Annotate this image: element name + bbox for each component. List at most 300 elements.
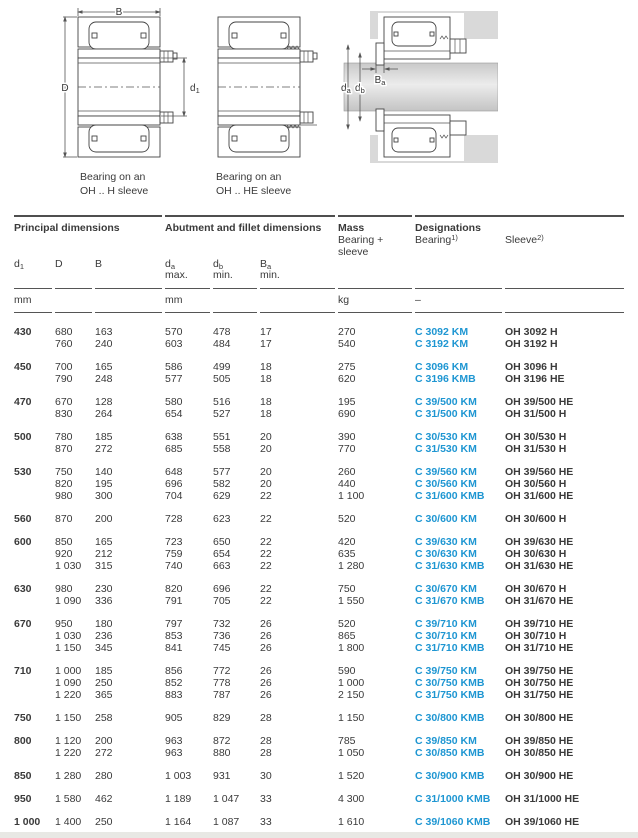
cell-D: 980 <box>55 490 73 502</box>
dimension-group <box>14 770 624 782</box>
cell-D: 1 580 <box>55 793 82 805</box>
dimension-group <box>14 466 624 502</box>
cell-d1 <box>14 595 52 607</box>
col-db: $d_b$ min. <box>213 259 233 281</box>
col-B: B <box>95 259 103 270</box>
cell-B: 195 <box>95 478 113 490</box>
sleeve-designation: OH 3096 H <box>505 361 558 373</box>
table-row <box>14 536 624 548</box>
cell-da-max: 883 <box>165 689 183 701</box>
table-row <box>14 630 624 642</box>
cell-da-max: 852 <box>165 677 183 689</box>
cell-d1: 850 <box>14 770 32 782</box>
cell-da-max: 1 189 <box>165 793 192 805</box>
table-row <box>14 431 624 443</box>
table-group-header <box>14 222 624 259</box>
cell-db-min: 745 <box>213 642 231 654</box>
cell-db-min: 505 <box>213 373 231 385</box>
sleeve-designation: OH 30/710 H <box>505 630 567 642</box>
sleeve-designation: OH 39/630 HE <box>505 536 574 548</box>
cell-B: 200 <box>95 735 113 747</box>
cell-B: 272 <box>95 443 113 455</box>
cell-db-min: 732 <box>213 618 231 630</box>
dimension-group <box>14 536 624 572</box>
bearing-designation-link[interactable]: C 30/710 KM <box>415 630 477 642</box>
cell-B: 258 <box>95 712 113 724</box>
cell-mass: 1 520 <box>338 770 365 782</box>
figure-mounted-arrangement <box>336 5 498 169</box>
bearing-designation-link[interactable]: C 30/670 KM <box>415 583 477 595</box>
bearing-designation-link[interactable]: C 3192 KM <box>415 338 469 350</box>
table-units-row <box>14 288 624 313</box>
cell-mass: 1 280 <box>338 560 365 572</box>
dim-label-db: $d_b$ <box>355 83 365 95</box>
cell-db-min: 787 <box>213 689 231 701</box>
cell-da-max: 1 164 <box>165 816 192 828</box>
bearing-designation-link[interactable]: C 31/500 KM <box>415 408 477 420</box>
dimension-group <box>14 793 624 805</box>
cell-db-min: 1 087 <box>213 816 240 828</box>
cell-D: 670 <box>55 396 73 408</box>
cell-Ba-min: 22 <box>260 583 272 595</box>
cell-B: 315 <box>95 560 113 572</box>
cell-Ba-min: 20 <box>260 431 272 443</box>
sleeve-designation: OH 30/600 H <box>505 513 567 525</box>
cell-d1: 430 <box>14 326 32 338</box>
sleeve-designation: OH 31/710 HE <box>505 642 574 654</box>
table-row <box>14 689 624 701</box>
sleeve-designation: OH 39/710 HE <box>505 618 574 630</box>
cell-D: 980 <box>55 583 73 595</box>
cell-B: 163 <box>95 326 113 338</box>
cell-da-max: 963 <box>165 747 183 759</box>
cell-B: 128 <box>95 396 113 408</box>
cell-mass: 1 150 <box>338 712 365 724</box>
cell-db-min: 736 <box>213 630 231 642</box>
page-footer-strip <box>0 832 638 838</box>
figure-bearing-oh-he-sleeve <box>203 5 321 169</box>
cell-mass: 770 <box>338 443 356 455</box>
bearing-designation-link[interactable]: C 39/630 KM <box>415 536 477 548</box>
table-row <box>14 338 624 350</box>
cell-Ba-min: 26 <box>260 665 272 677</box>
cell-B: 300 <box>95 490 113 502</box>
cell-d1: 560 <box>14 513 32 525</box>
cell-D: 1 000 <box>55 665 82 677</box>
cell-mass: 785 <box>338 735 356 747</box>
bearing-designation-link[interactable]: C 31/630 KMB <box>415 560 485 572</box>
cell-D: 950 <box>55 618 73 630</box>
cell-da-max: 1 003 <box>165 770 192 782</box>
cell-db-min: 577 <box>213 466 231 478</box>
cell-Ba-min: 22 <box>260 560 272 572</box>
cell-d1 <box>14 689 52 701</box>
cell-D: 1 090 <box>55 677 82 689</box>
cell-B: 264 <box>95 408 113 420</box>
cell-da-max: 963 <box>165 735 183 747</box>
cell-db-min: 623 <box>213 513 231 525</box>
dimension-group <box>14 396 624 420</box>
bearing-designation-link[interactable]: C 3096 KM <box>415 361 469 373</box>
sleeve-designation: OH 31/630 HE <box>505 560 574 572</box>
cell-db-min: 499 <box>213 361 231 373</box>
cell-d1: 670 <box>14 618 32 630</box>
bearing-designation-link[interactable]: C 39/560 KM <box>415 466 477 478</box>
header-designations-sleeve: Sleeve$^{2)}$ <box>505 233 544 246</box>
cell-mass: 390 <box>338 431 356 443</box>
cell-db-min: 484 <box>213 338 231 350</box>
table-row <box>14 642 624 654</box>
cell-mass: 540 <box>338 338 356 350</box>
cell-D: 870 <box>55 443 73 455</box>
cell-Ba-min: 33 <box>260 816 272 828</box>
table-row <box>14 548 624 560</box>
bearing-designation-link[interactable]: C 30/530 KM <box>415 431 477 443</box>
cell-db-min: 516 <box>213 396 231 408</box>
cell-D: 1 220 <box>55 689 82 701</box>
cell-d1 <box>14 408 52 420</box>
cell-Ba-min: 26 <box>260 689 272 701</box>
cell-B: 180 <box>95 618 113 630</box>
cell-D: 1 280 <box>55 770 82 782</box>
cell-d1: 450 <box>14 361 32 373</box>
cell-d1 <box>14 373 52 385</box>
cell-B: 140 <box>95 466 113 478</box>
cell-Ba-min: 18 <box>260 408 272 420</box>
cell-B: 280 <box>95 770 113 782</box>
cell-B: 200 <box>95 513 113 525</box>
cell-d1 <box>14 490 52 502</box>
cell-da-max: 586 <box>165 361 183 373</box>
cell-da-max: 570 <box>165 326 183 338</box>
bearing-designation-link[interactable]: C 30/800 KMB <box>415 712 485 724</box>
cell-da-max: 728 <box>165 513 183 525</box>
cell-B: 212 <box>95 548 113 560</box>
bearing-designation-link[interactable]: C 31/710 KMB <box>415 642 485 654</box>
cell-mass: 1 000 <box>338 677 365 689</box>
figures-region <box>0 0 638 214</box>
sleeve-designation: OH 31/600 HE <box>505 490 574 502</box>
table-row <box>14 490 624 502</box>
cell-B: 365 <box>95 689 113 701</box>
bearing-designation-link[interactable]: C 39/710 KM <box>415 618 477 630</box>
bearing-designation-link[interactable]: C 30/750 KMB <box>415 677 485 689</box>
table-row <box>14 735 624 747</box>
cell-Ba-min: 26 <box>260 618 272 630</box>
cell-da-max: 791 <box>165 595 183 607</box>
table-row <box>14 560 624 572</box>
sleeve-designation: OH 30/670 H <box>505 583 567 595</box>
cell-d1 <box>14 630 52 642</box>
cell-db-min: 663 <box>213 560 231 572</box>
cell-db-min: 551 <box>213 431 231 443</box>
cell-Ba-min: 22 <box>260 490 272 502</box>
dimension-group <box>14 361 624 385</box>
cell-B: 336 <box>95 595 113 607</box>
bearing-designation-link[interactable]: C 31/600 KMB <box>415 490 485 502</box>
cell-mass: 420 <box>338 536 356 548</box>
cell-Ba-min: 28 <box>260 735 272 747</box>
bearing-designation-link[interactable]: C 31/670 KMB <box>415 595 485 607</box>
sleeve-designation: OH 30/630 H <box>505 548 567 560</box>
cell-d1 <box>14 443 52 455</box>
cell-mass: 750 <box>338 583 356 595</box>
cell-D: 850 <box>55 536 73 548</box>
bearing-designation-link[interactable]: C 30/630 KM <box>415 548 477 560</box>
table-body <box>14 326 624 828</box>
dimension-group <box>14 665 624 701</box>
cell-mass: 270 <box>338 326 356 338</box>
cell-db-min: 629 <box>213 490 231 502</box>
table-row <box>14 712 624 724</box>
cell-d1: 1 000 <box>14 816 41 828</box>
dimension-group <box>14 712 624 724</box>
table-top-rule <box>14 215 624 217</box>
cell-db-min: 705 <box>213 595 231 607</box>
cell-da-max: 648 <box>165 466 183 478</box>
cell-mass: 865 <box>338 630 356 642</box>
cell-mass: 520 <box>338 618 356 630</box>
table-row <box>14 583 624 595</box>
cell-mass: 620 <box>338 373 356 385</box>
cell-da-max: 603 <box>165 338 183 350</box>
dimension-table <box>14 215 624 838</box>
bearing-designation-link[interactable]: C 31/530 KM <box>415 443 477 455</box>
cell-da-max: 654 <box>165 408 183 420</box>
dimension-group <box>14 583 624 607</box>
header-designations-bearing: Designations Bearing$^{1)}$ <box>415 222 481 246</box>
cell-Ba-min: 33 <box>260 793 272 805</box>
cell-Ba-min: 22 <box>260 536 272 548</box>
cell-d1 <box>14 478 52 490</box>
cell-Ba-min: 17 <box>260 338 272 350</box>
cell-da-max: 853 <box>165 630 183 642</box>
cell-Ba-min: 28 <box>260 747 272 759</box>
units-mass: kg <box>338 288 412 313</box>
sleeve-designation: OH 39/500 HE <box>505 396 574 408</box>
dimension-group <box>14 431 624 455</box>
sleeve-designation: OH 39/750 HE <box>505 665 574 677</box>
cell-d1: 710 <box>14 665 32 677</box>
col-d1: $d_1$ <box>14 259 25 270</box>
dim-label-D: D <box>61 83 69 94</box>
cell-da-max: 841 <box>165 642 183 654</box>
bearing-designation-link[interactable]: C 39/850 KM <box>415 735 477 747</box>
bearing-designation-link[interactable]: C 39/500 KM <box>415 396 477 408</box>
cell-D: 1 220 <box>55 747 82 759</box>
cell-B: 248 <box>95 373 113 385</box>
cell-D: 1 400 <box>55 816 82 828</box>
table-row <box>14 326 624 338</box>
bearing-designation-link[interactable]: C 3092 KM <box>415 326 469 338</box>
table-column-header <box>14 259 624 288</box>
cell-db-min: 778 <box>213 677 231 689</box>
cell-B: 250 <box>95 677 113 689</box>
cell-D: 1 150 <box>55 642 82 654</box>
sleeve-designation: OH 31/500 H <box>505 408 567 420</box>
cell-mass: 635 <box>338 548 356 560</box>
cell-d1: 800 <box>14 735 32 747</box>
table-row <box>14 408 624 420</box>
sleeve-designation: OH 30/850 HE <box>505 747 574 759</box>
cell-db-min: 872 <box>213 735 231 747</box>
cell-da-max: 696 <box>165 478 183 490</box>
cell-db-min: 527 <box>213 408 231 420</box>
cell-db-min: 829 <box>213 712 231 724</box>
cell-mass: 260 <box>338 466 356 478</box>
cell-B: 236 <box>95 630 113 642</box>
cell-B: 185 <box>95 431 113 443</box>
sleeve-designation: OH 31/670 HE <box>505 595 574 607</box>
cell-db-min: 772 <box>213 665 231 677</box>
cell-D: 1 090 <box>55 595 82 607</box>
sleeve-designation: OH 30/800 HE <box>505 712 574 724</box>
cell-mass: 440 <box>338 478 356 490</box>
table-row <box>14 677 624 689</box>
cell-Ba-min: 18 <box>260 396 272 408</box>
table-row <box>14 443 624 455</box>
table-row <box>14 747 624 759</box>
cell-B: 230 <box>95 583 113 595</box>
cell-B: 272 <box>95 747 113 759</box>
cell-D: 870 <box>55 513 73 525</box>
cell-da-max: 704 <box>165 490 183 502</box>
sleeve-designation: OH 3192 H <box>505 338 558 350</box>
cell-D: 1 120 <box>55 735 82 747</box>
cell-Ba-min: 26 <box>260 630 272 642</box>
cell-D: 1 030 <box>55 630 82 642</box>
dim-label-d1: $d_1$ <box>190 83 200 95</box>
cell-Ba-min: 26 <box>260 642 272 654</box>
cell-mass: 590 <box>338 665 356 677</box>
dimension-group <box>14 816 624 828</box>
units-principal: mm <box>14 288 52 313</box>
cell-mass: 275 <box>338 361 356 373</box>
cell-d1 <box>14 642 52 654</box>
cell-mass: 2 150 <box>338 689 365 701</box>
cell-mass: 4 300 <box>338 793 365 805</box>
table-row <box>14 618 624 630</box>
bearing-designation-link[interactable]: C 31/750 KMB <box>415 689 485 701</box>
cell-D: 780 <box>55 431 73 443</box>
cell-da-max: 685 <box>165 443 183 455</box>
cell-db-min: 478 <box>213 326 231 338</box>
dimension-group <box>14 513 624 525</box>
cell-D: 820 <box>55 478 73 490</box>
cell-d1: 530 <box>14 466 32 478</box>
table-row <box>14 361 624 373</box>
cell-db-min: 696 <box>213 583 231 595</box>
cell-da-max: 759 <box>165 548 183 560</box>
cell-db-min: 654 <box>213 548 231 560</box>
figure-bearing-oh-h-sleeve <box>56 5 206 169</box>
cell-Ba-min: 22 <box>260 548 272 560</box>
cell-da-max: 856 <box>165 665 183 677</box>
cell-Ba-min: 17 <box>260 326 272 338</box>
bearing-designation-link[interactable]: C 30/850 KMB <box>415 747 485 759</box>
table-row <box>14 595 624 607</box>
dimension-group <box>14 326 624 350</box>
cell-mass: 1 800 <box>338 642 365 654</box>
cell-B: 240 <box>95 338 113 350</box>
sleeve-designation: OH 30/750 HE <box>505 677 574 689</box>
sleeve-designation: OH 39/850 HE <box>505 735 574 747</box>
table-row <box>14 665 624 677</box>
cell-mass: 690 <box>338 408 356 420</box>
table-row <box>14 373 624 385</box>
cell-da-max: 820 <box>165 583 183 595</box>
cell-d1: 750 <box>14 712 32 724</box>
units-abutment: mm <box>165 288 210 313</box>
cell-B: 250 <box>95 816 113 828</box>
sleeve-designation: OH 3092 H <box>505 326 558 338</box>
header-mass: Mass Bearing + sleeve <box>338 222 384 258</box>
cell-d1 <box>14 677 52 689</box>
cell-da-max: 905 <box>165 712 183 724</box>
table-row <box>14 513 624 525</box>
cell-mass: 195 <box>338 396 356 408</box>
cell-d1 <box>14 338 52 350</box>
cell-d1: 600 <box>14 536 32 548</box>
cell-d1: 950 <box>14 793 32 805</box>
sleeve-designation: OH 30/900 HE <box>505 770 574 782</box>
bearing-designation-link[interactable]: C 30/900 KMB <box>415 770 485 782</box>
cell-mass: 1 050 <box>338 747 365 759</box>
sleeve-designation: OH 39/1060 HE <box>505 816 580 828</box>
cell-Ba-min: 18 <box>260 373 272 385</box>
bearing-designation-link[interactable]: C 39/750 KM <box>415 665 477 677</box>
cell-D: 1 150 <box>55 712 82 724</box>
cell-db-min: 650 <box>213 536 231 548</box>
bearing-designation-link[interactable]: C 3196 KMB <box>415 373 476 385</box>
sleeve-designation: OH 31/750 HE <box>505 689 574 701</box>
cell-D: 830 <box>55 408 73 420</box>
cell-D: 790 <box>55 373 73 385</box>
bearing-designation-link[interactable]: C 31/1000 KMB <box>415 793 491 805</box>
cell-d1: 500 <box>14 431 32 443</box>
bearing-designation-link[interactable]: C 30/560 KM <box>415 478 477 490</box>
col-D: D <box>55 259 63 270</box>
cell-mass: 520 <box>338 513 356 525</box>
cell-Ba-min: 20 <box>260 466 272 478</box>
sleeve-designation: OH 30/560 H <box>505 478 567 490</box>
cell-Ba-min: 20 <box>260 478 272 490</box>
figure2-caption: Bearing on an OH .. HE sleeve <box>216 171 292 197</box>
cell-Ba-min: 30 <box>260 770 272 782</box>
cell-da-max: 740 <box>165 560 183 572</box>
cell-B: 462 <box>95 793 113 805</box>
cell-Ba-min: 18 <box>260 361 272 373</box>
cell-mass: 1 610 <box>338 816 365 828</box>
cell-da-max: 723 <box>165 536 183 548</box>
cell-D: 680 <box>55 326 73 338</box>
table-row <box>14 478 624 490</box>
sleeve-designation: OH 31/1000 HE <box>505 793 580 805</box>
cell-da-max: 638 <box>165 431 183 443</box>
header-abutment-dimensions: Abutment and fillet dimensions <box>165 222 322 234</box>
cell-db-min: 931 <box>213 770 231 782</box>
cell-Ba-min: 22 <box>260 595 272 607</box>
cell-d1: 630 <box>14 583 32 595</box>
cell-db-min: 880 <box>213 747 231 759</box>
units-designations: – <box>415 288 502 313</box>
cell-D: 700 <box>55 361 73 373</box>
cell-d1 <box>14 747 52 759</box>
cell-Ba-min: 26 <box>260 677 272 689</box>
bearing-designation-link[interactable]: C 39/1060 KMB <box>415 816 491 828</box>
dim-label-B: B <box>115 7 123 18</box>
bearing-designation-link[interactable]: C 30/600 KM <box>415 513 477 525</box>
